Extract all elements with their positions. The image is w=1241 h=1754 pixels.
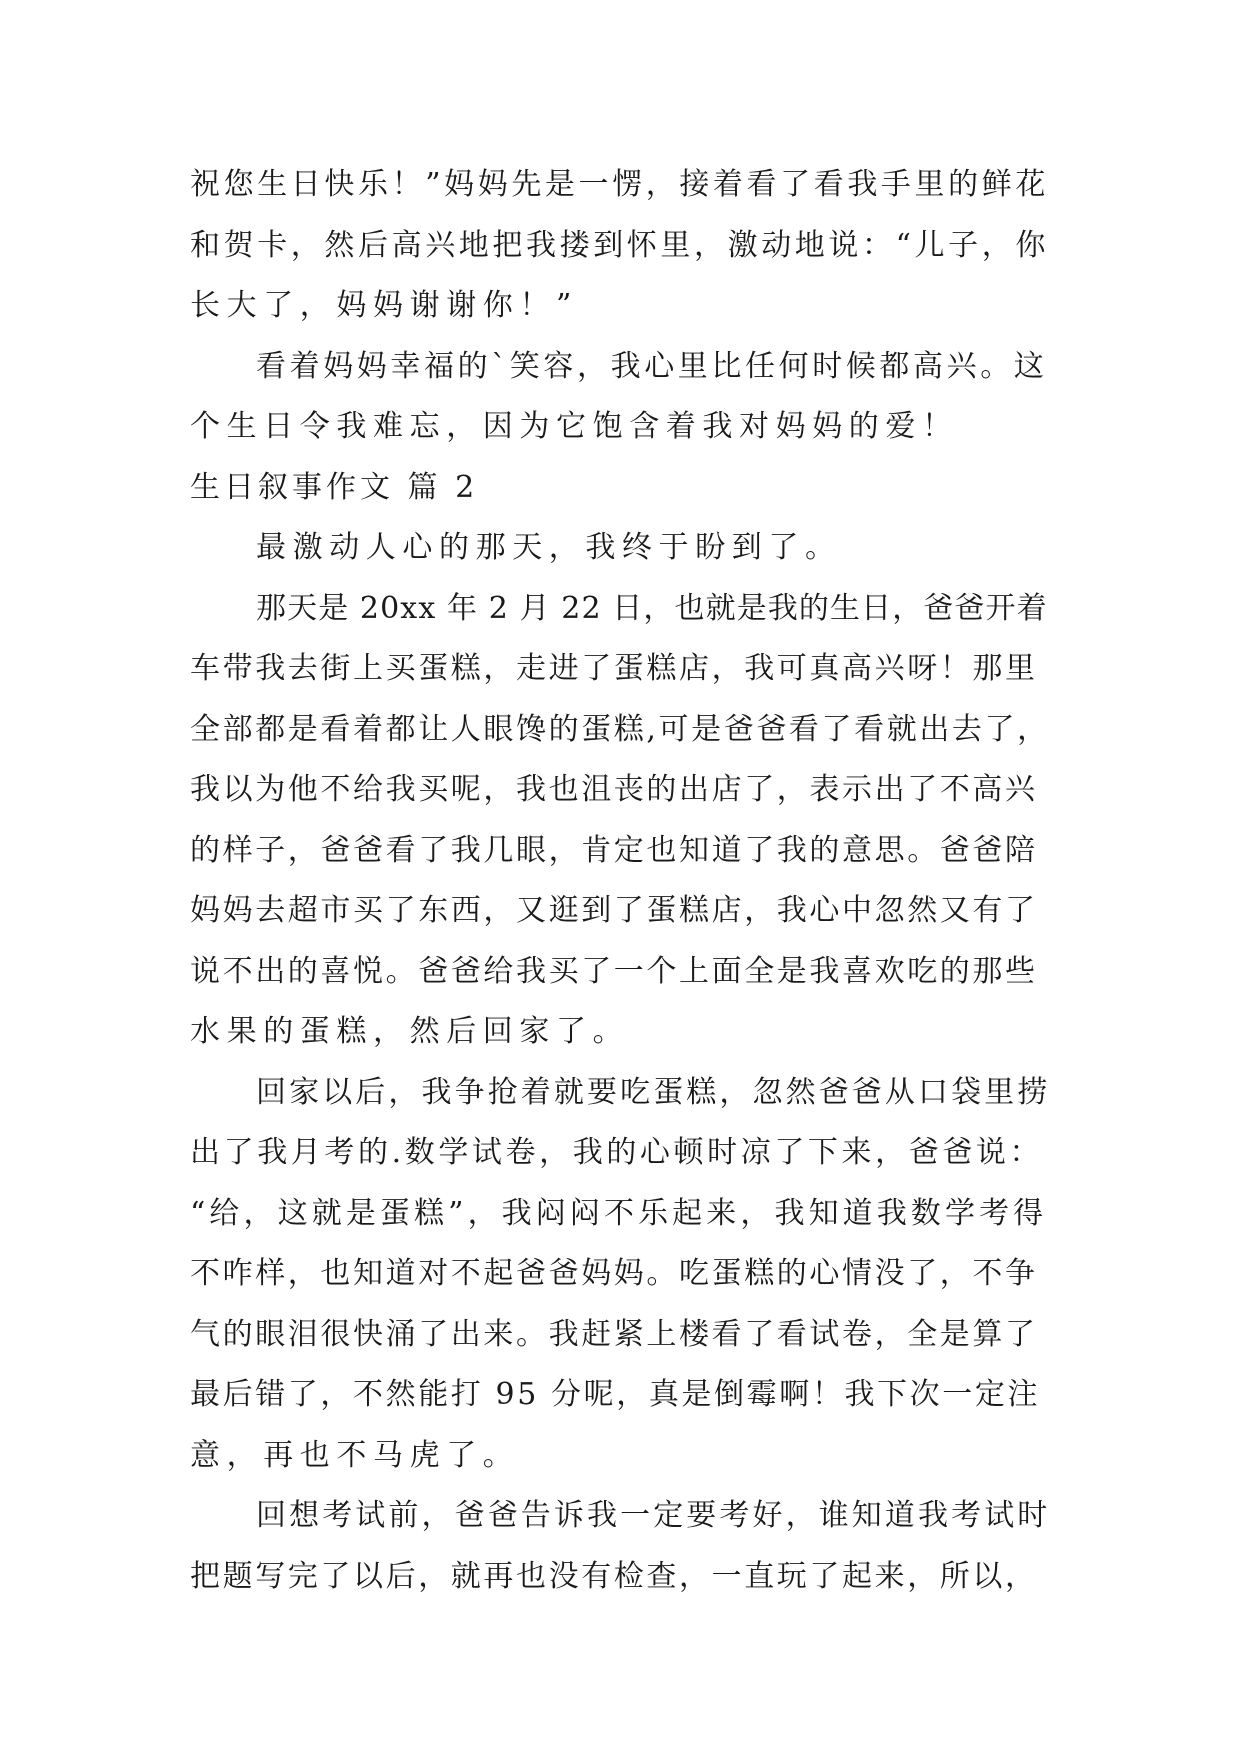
text-line: 全部都是看着都让人眼馋的蛋糕,可是爸爸看了看就出去了， bbox=[190, 711, 1050, 747]
text-line: 个生日令我难忘，因为它饱含着我对妈妈的爱！ bbox=[190, 409, 959, 444]
text-line: 那天是 20xx 年 2 月 22 日，也就是我的生日，爸爸开着 bbox=[256, 590, 1048, 626]
text-line: 和贺卡，然后高兴地把我搂到怀里，激动地说：“儿子，你 bbox=[190, 227, 1049, 263]
text-line: 出了我月考的.数学试卷，我的心顿时凉了下来，爸爸说： bbox=[190, 1135, 1044, 1170]
text-line: 水果的蛋糕，然后回家了。 bbox=[190, 1014, 630, 1049]
text-line: 意，再也不马虎了。 bbox=[190, 1437, 520, 1473]
document-body bbox=[190, 155, 1050, 1607]
text-line: 我以为他不给我买呢，我也沮丧的出店了，表示出了不高兴 bbox=[190, 772, 1038, 807]
text-line: 回想考试前，爸爸告诉我一定要考好，谁知道我考试时 bbox=[256, 1498, 1051, 1533]
text-line: 不咋样，也知道对不起爸爸妈妈。吃蛋糕的心情没了，不争 bbox=[190, 1256, 1038, 1291]
text-line: 回家以后，我争抢着就要吃蛋糕，忽然爸爸从口袋里捞 bbox=[256, 1074, 1051, 1110]
text-line: 气的眼泪很快涌了出来。我赶紧上楼看了看试卷，全是算了 bbox=[190, 1316, 1038, 1352]
text-line: 最激动人心的那天，我终于盼到了。 bbox=[256, 530, 842, 565]
section-heading: 生日叙事作文 篇 2 bbox=[190, 469, 479, 505]
text-line: 妈妈去超市买了东西，又逛到了蛋糕店，我心中忽然又有了 bbox=[190, 893, 1038, 928]
text-line: 的样子，爸爸看了我几眼，肯定也知道了我的意思。爸爸陪 bbox=[190, 832, 1038, 868]
text-line: 车带我去街上买蛋糕，走进了蛋糕店，我可真高兴呀！那里 bbox=[190, 651, 1038, 686]
text-line: “给，这就是蛋糕”，我闷闷不乐起来，我知道我数学考得 bbox=[190, 1195, 1048, 1231]
text-line: 看着妈妈幸福的`笑容，我心里比任何时候都高兴。这 bbox=[256, 348, 1048, 384]
text-line: 长大了，妈妈谢谢你！” bbox=[190, 288, 578, 323]
text-line: 最后错了，不然能打 95 分呢，真是倒霉啊！我下次一定注 bbox=[190, 1377, 1041, 1412]
text-line: 祝您生日快乐！”妈妈先是一愣，接着看了看我手里的鲜花 bbox=[190, 167, 1049, 202]
text-line: 说不出的喜悦。爸爸给我买了一个上面全是我喜欢吃的那些 bbox=[190, 953, 1038, 989]
text-line: 把题写完了以后，就再也没有检查，一直玩了起来，所以， bbox=[190, 1558, 1038, 1594]
